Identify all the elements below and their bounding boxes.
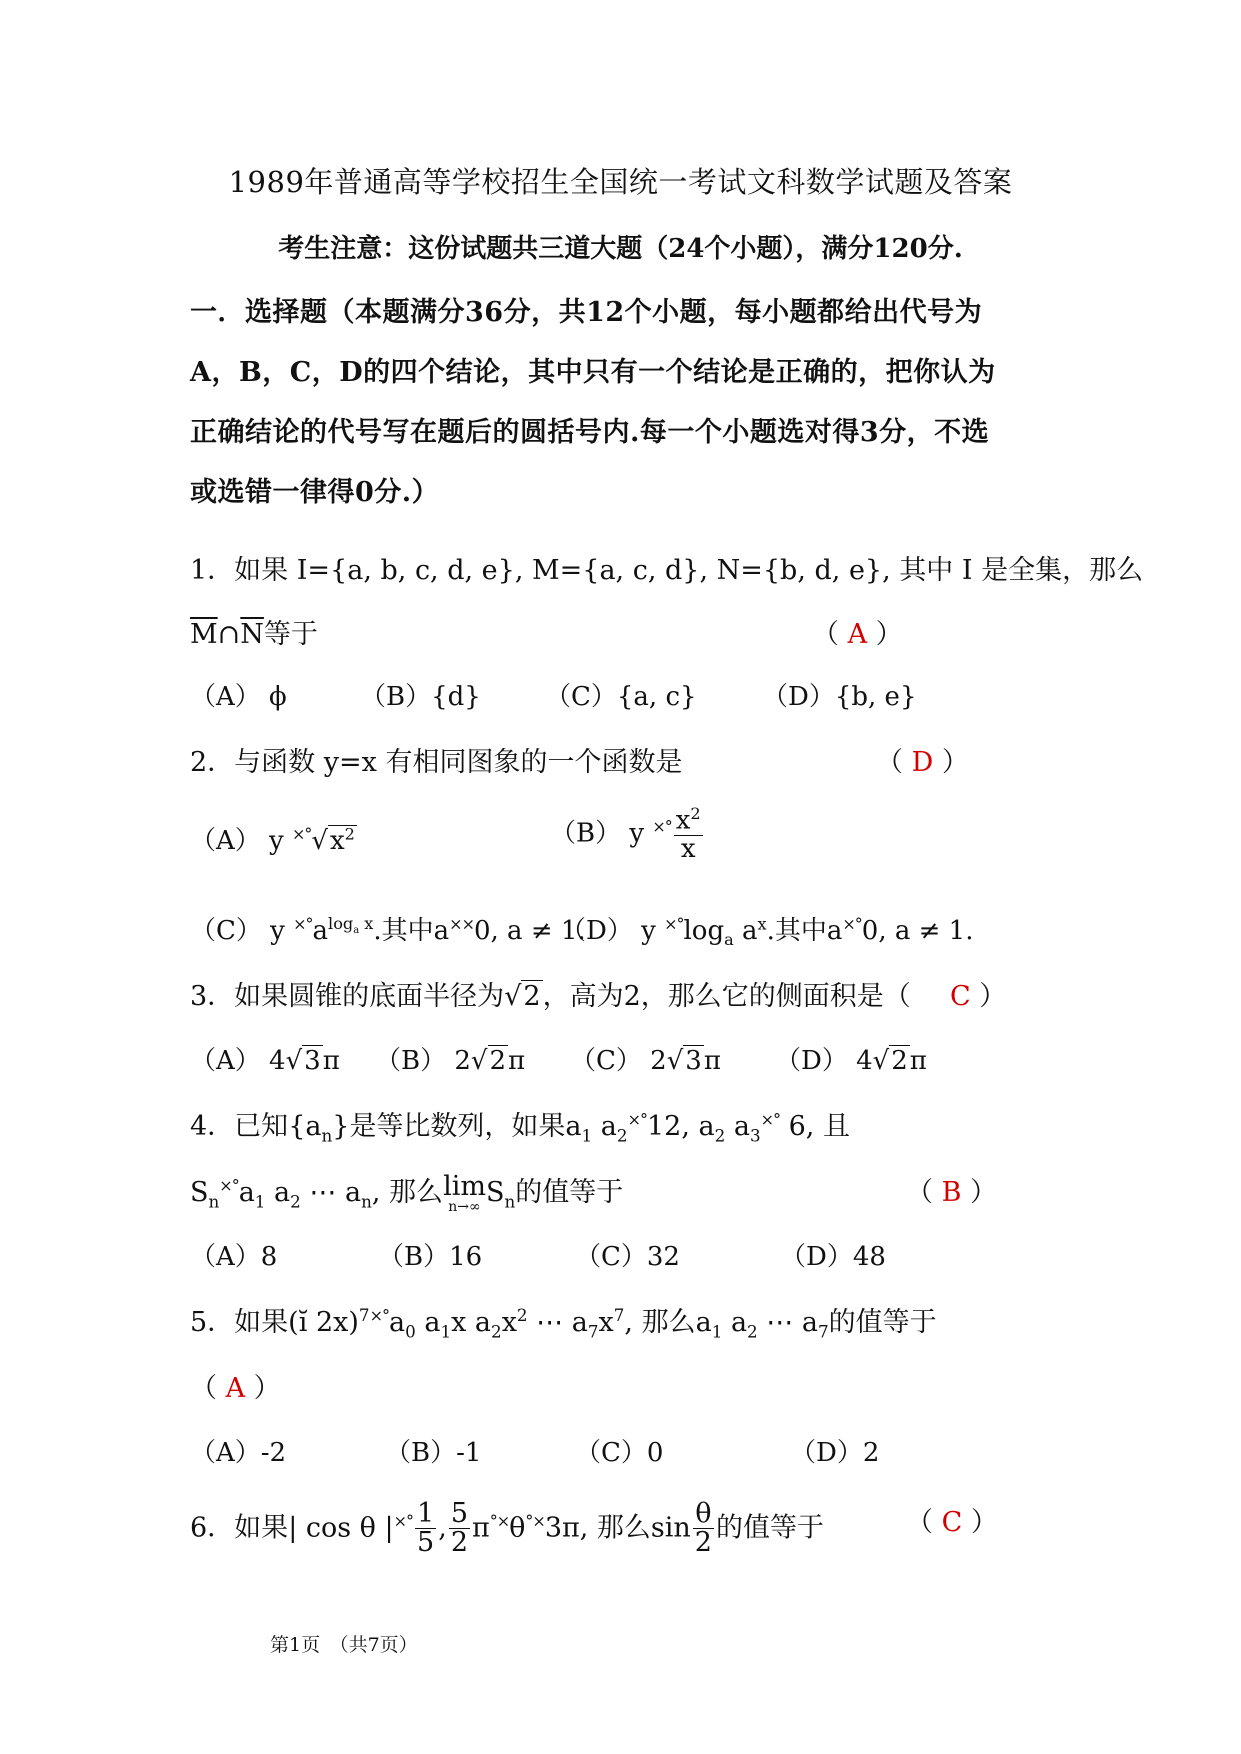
question-5-option-b: （B）-1 [385,1438,482,1468]
question-3-stem: 3．如果圆锥的底面半径为√2，高为2，那么它的侧面积是（ [190,981,911,1012]
stem-tail: ，高为2，那么它的侧面积是（ [542,981,911,1012]
numerator: x [675,805,691,836]
stem-text: 的值等于 [828,1307,937,1338]
question-1-option-b: （B）{d} [360,682,481,712]
intersection-symbol: ∩ [217,619,241,650]
question-4-option-b: （B）16 [378,1242,483,1272]
stem-text: , 那么 [371,1177,444,1208]
section-instructions-line: A，B，C，D的四个结论，其中只有一个结论是正确的，把你认为 [190,357,996,388]
radicand: 2 [523,981,541,1012]
fraction [415,1500,436,1558]
var: x [451,1307,467,1338]
limit [443,1173,486,1214]
question-4-answer: （ B ） [906,1177,998,1208]
dots: ⋯ [309,1177,337,1208]
condition-text: .其中a [766,916,843,946]
question-3-answer: C ） [950,981,1007,1012]
pi: π [472,1512,490,1544]
term: a [733,1111,750,1142]
term: 12, a [646,1111,715,1142]
section-instructions-line: 正确结论的代号写在题后的圆括号内.每一个小题选对得3分，不选 [190,417,990,448]
denominator: 2 [450,1527,468,1559]
stem-text: , 那么a [624,1307,712,1338]
section-instructions-line: 一．选择题（本题满分36分，共12个小题，每小题都给出代号为 [190,297,983,328]
dots: ⋯ [536,1307,564,1338]
stem-text: 6．如果 [190,1512,289,1544]
fraction: $\frac{x^2}{x}$ [675,804,701,864]
stem-text: 5．如果(ĭ [190,1307,308,1338]
pi: π [322,1046,340,1076]
fraction [449,1500,470,1558]
stem-text: 6, 且 [788,1111,850,1142]
option-label: （A） y [190,826,284,856]
question-1-option-d: （D）{b, e} [762,682,917,712]
question-5-stem: 5．如果(ĭ $2x)^{7\times^\circ}a_0$ $a_1x$ $a_2x^2$ ⋯ $a_7x^7$, 那么$a_1$ $a_2$ ⋯ $a_7$的值等于 [190,1305,937,1342]
term: a [801,1307,818,1338]
question-3-option-a: （A） 4√3π [190,1046,340,1076]
question-4-stem: 4．已知$\{a_n\}$是等比数列，如果$a_1$ $a_2^{\times^\circ}12$, $a_2$ $a_3^{\times^\circ}$ 6, 且 [190,1110,850,1146]
binomial: 2x) [315,1307,359,1338]
question-2-stem: 2．与函数 y=x 有相同图象的一个函数是 [190,747,683,778]
log-exp: log [328,914,354,934]
option-label: （C） y [190,916,285,946]
pi: π [508,1046,526,1076]
question-3-option-c: （C） 2√3π [570,1046,721,1076]
complement-m: $\overline{M}$ [190,619,218,650]
fraction [693,1500,714,1558]
term: a [424,1307,441,1338]
complement-n: $\overline{N}$ [240,619,264,650]
answer-letter: B [941,1177,962,1208]
theta: θ [509,1512,526,1544]
pi: π [909,1046,927,1076]
question-1-stem-line2 [190,612,318,651]
question-1-option-c: （C）{a, c} [545,682,697,712]
base-a: a [312,916,329,946]
dots: ⋯ [766,1307,794,1338]
term: a [238,1177,255,1208]
answer-letter: C [950,981,971,1012]
option-label: （A） 4 [190,1046,286,1076]
answer-letter: D [911,747,934,778]
base-a: a [741,916,758,946]
numerator: 5 [450,1498,468,1529]
stem-text: 是等比数列，如果a [349,1111,582,1142]
question-4-stem-line2: $S_n^{\times^\circ}a_1$ $a_2$ ⋯ $a_n$, 那么lim n→∞ $S_n$的值等于 [190,1171,624,1215]
option-label: （D） 4 [775,1046,873,1076]
var: x [598,1307,614,1338]
stem-text: 的值等于 [515,1177,624,1208]
answer-letter: C [941,1507,963,1538]
stem-text: 的值等于 [715,1512,824,1544]
option-label: （B） y [550,818,645,849]
question-5-option-a: （A）-2 [190,1438,287,1468]
condition-value: 0, a ≠ 1. [473,916,586,946]
term: a [600,1111,617,1142]
radicand: 3 [304,1046,321,1076]
exam-notice: 考生注意：这份试题共三道大题（24个小题），满分120分. [278,234,963,264]
option-label: （B） 2 [375,1046,471,1076]
pi: π [703,1046,721,1076]
question-5-answer: （ A ） [190,1373,281,1404]
term: a [274,1177,291,1208]
question-1-answer: （ A ） [812,619,903,650]
stem-text: 4．已知 [190,1111,289,1142]
question-5-option-d: （D）2 [790,1438,880,1468]
radicand: 3 [685,1046,702,1076]
answer-letter: A [225,1373,246,1404]
var: x [501,1307,517,1338]
question-2-option-d: （D） y $^{\times^\circ}\log_a$ $a^x$.其中a×°0, a ≠ 1. [560,914,974,950]
stem-text: 3π, 那么sin [544,1512,691,1544]
term: a [345,1177,362,1208]
question-2-option-a: （A） y $^{\times^\circ}√x^2$ [190,824,355,856]
question-2-option-b: （B） y ×° $\frac{x^2}{x}$ [550,804,701,864]
abs-cos: | cos θ | [288,1512,394,1544]
question-4-option-a: （A）8 [190,1242,278,1272]
question-1-option-a: （A） ϕ [190,682,287,712]
exam-title: 1989年普通高等学校招生全国统一考试文科数学试题及答案 [228,165,1013,199]
denominator: 2 [694,1527,712,1559]
radicand: 2 [489,1046,507,1076]
numerator: θ [693,1500,714,1529]
question-5-option-c: （C）0 [575,1438,664,1468]
question-2-answer: （ D ） [876,747,969,778]
page-footer: 第1页 （共7页） [270,1634,418,1656]
condition-text: .其中a [373,916,450,946]
log-arg: x [364,914,374,934]
lim-text: lim [443,1171,486,1202]
denominator: 5 [417,1527,435,1559]
term: a [571,1307,588,1338]
term: a [388,1307,406,1338]
term: a [730,1307,748,1338]
denominator: x [680,833,696,864]
question-6-answer: （ C ） [906,1507,998,1538]
log-text: log [683,916,725,946]
term: a [474,1307,492,1338]
question-3-option-b: （B） 2√2π [375,1046,526,1076]
sum: S [190,1177,209,1208]
option-label: （D） y [560,916,656,946]
radicand: x [329,826,345,856]
stem-text: 3．如果圆锥的底面半径为 [190,981,505,1012]
lim-sub: n→∞ [448,1199,481,1215]
question-6-stem: 6．如果| cos θ |×° $\frac{1}{5}$ , $\frac{5}{2}$ π°×θ°×3π, 那么sin $\frac{\theta}{2}$ 的值等于 [190,1498,824,1559]
question-2-option-c: （C） y $^{\times^\circ}a^{log_a x}$.其中a××0, a ≠ 1. [190,914,586,946]
answer-letter: A [847,619,868,650]
condition-value: 0, a ≠ 1. [861,916,974,946]
question-4-option-d: （D）48 [780,1242,886,1272]
question-4-option-c: （C）32 [575,1242,680,1272]
numerator: 1 [417,1498,435,1529]
sequence: {a [288,1111,322,1142]
sum: S [485,1177,505,1208]
question-3-option-d: （D） 4√2π [775,1046,927,1076]
question-1-stem: 1．如果 I={a, b, c, d, e}, M={a, c, d}, N={b, d, e}, 其中 I 是全集，那么 [190,555,1144,586]
radicand: 2 [891,1046,908,1076]
section-instructions-line: 或选错一律得0分.） [190,477,440,508]
option-label: （C） 2 [570,1046,667,1076]
question-1-suffix: 等于 [263,619,318,650]
